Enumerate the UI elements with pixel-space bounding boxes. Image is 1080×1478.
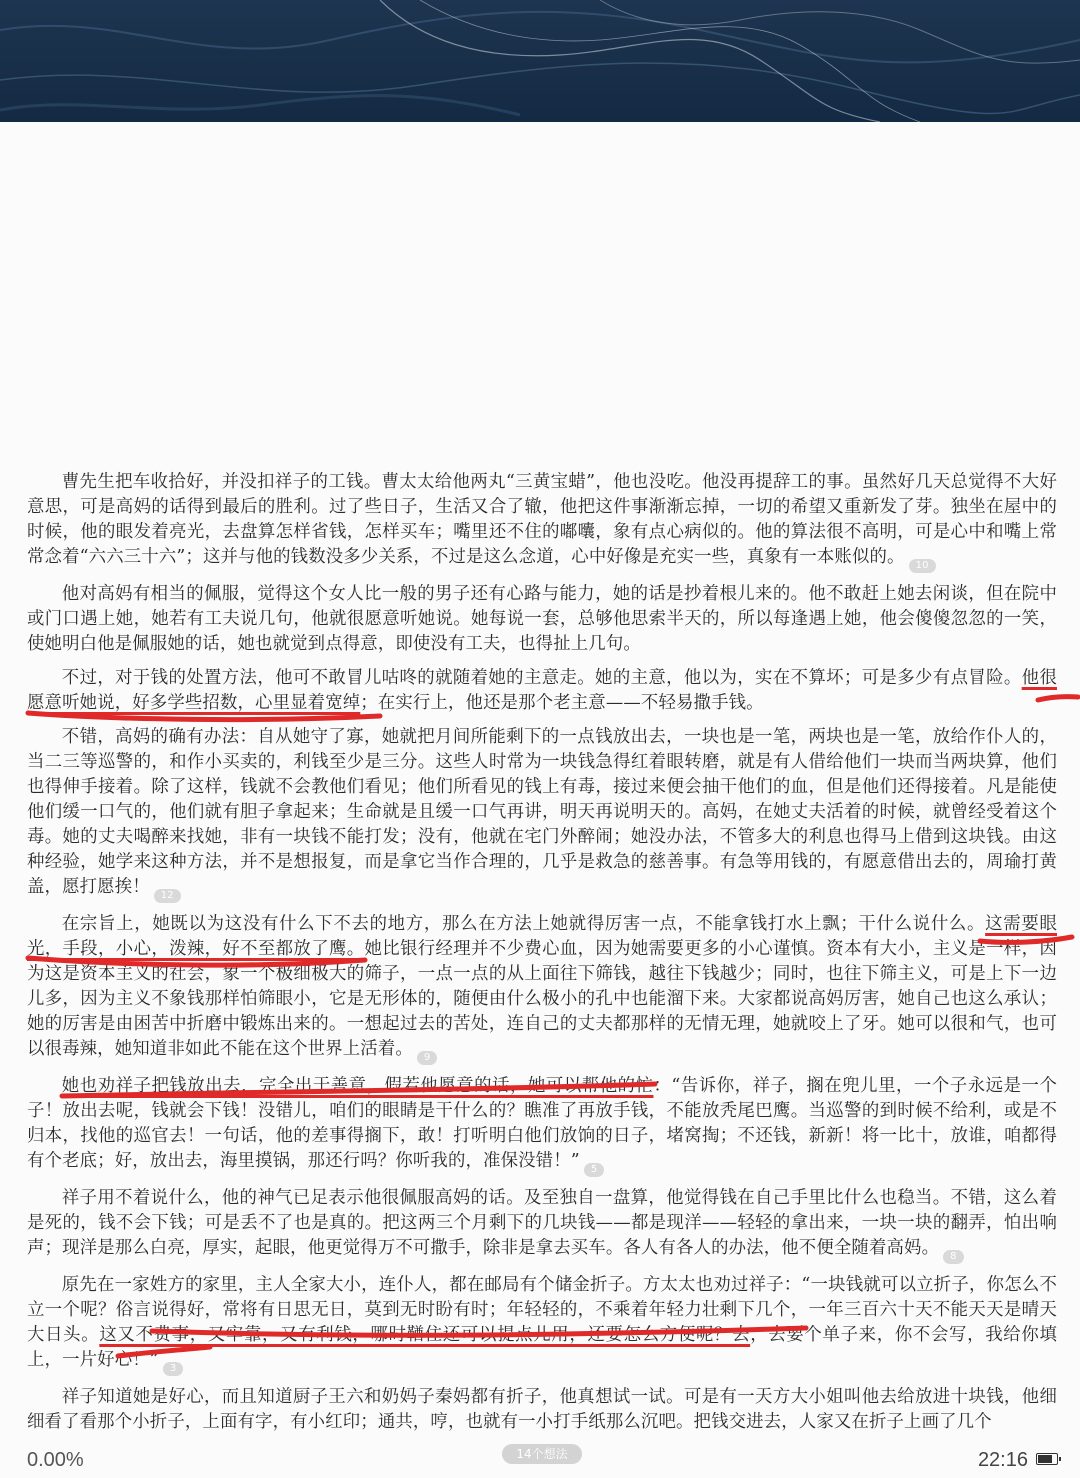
clock-time: 22:16 — [977, 1449, 1028, 1471]
paragraph-text: 她比银行经理并不少费心血，因为她需要更多的小心谨慎。资本有大小，主义是一样，因为这是资本主义的社会，象一个极细极大的筛子，一点一点的从上面往下筛钱，越往下钱越少；同时，也往下筛主义，可是上下一边儿多，因为主义不象钱那样怕筛眼小，它是无形体的，随便由什么极小的孔中也能溜下来。大家都说高妈厉害，她自己也这么承认；她的厉害是由困苦中折磨中锻炼出来的。一想起过去的苦处，连自己的丈夫都那样的无情无理，她就咬上了牙。她可以很和气，也可以很毒辣，她知道非如此不能在这个世界上活着。 — [27, 939, 1057, 1059]
book-text-area — [27, 470, 1057, 1444]
paragraph — [27, 582, 1057, 657]
paragraph-text: 原先在一家姓方的家里，主人全家大小，连仆人，都在邮局有个储金折子。方太太也劝过祥子：“一块钱就可以立折子，你怎么不立一个呢？俗言说得好，常将有日思无日，莫到无时盼有时；年轻轻的，不乘着年轻力壮剩下几个，一年三百六十天不能天天是晴天大日头。 — [27, 1275, 1057, 1345]
paragraph-text: 不过，对于钱的处置方法，他可不敢冒儿咕咚的就随着她的主意走。她的主意，他以为，实在不算坏；可是多少有点冒险。 — [61, 668, 1022, 688]
comment-count-badge[interactable]: 5 — [584, 1163, 605, 1177]
paragraph-text: ，去要个单子来，你不会写，我给你填上，一片好心！” — [27, 1325, 1057, 1370]
battery-icon — [1036, 1453, 1058, 1465]
comment-count-badge[interactable]: 10 — [909, 559, 936, 573]
underlined-passage[interactable]: 这又不费事，又牢靠，又有利钱，哪时鞧住还可以提点儿用，还要怎么方便呢？去 — [99, 1325, 751, 1345]
reading-progress: 0.00% — [27, 1449, 84, 1471]
comment-count-badge[interactable]: 12 — [154, 889, 181, 903]
paragraph-text: ；在实行上，他还是那个老主意——不轻易撒手钱。 — [360, 693, 764, 713]
paragraph — [27, 1385, 1057, 1435]
paragraph — [27, 912, 1057, 1065]
comment-count-badge[interactable]: 3 — [163, 1362, 184, 1376]
comment-count-badge[interactable]: 9 — [417, 1051, 438, 1065]
paragraph — [27, 470, 1057, 573]
paragraph — [27, 1186, 1057, 1264]
thoughts-count-pill[interactable]: 14个想法 — [502, 1444, 582, 1464]
paragraph-text: 他对高妈有相当的佩服，觉得这个女人比一般的男子还有心路与能力，她的话是抄着根儿来的。他不敢赶上她去闲谈，但在院中或门口遇上她，她若有工夫说几句，他就很愿意听她说。她每说一套，总够他思索半天的，所以每逢遇上她，他会傻傻忽忽的一笑，使她明白他是佩服她的话，她也就觉到点得意，即使没有工夫，也得扯上几句。 — [27, 584, 1057, 654]
paragraph-text: 祥子知道她是好心，而且知道厨子王六和奶妈子秦妈都有折子，他真想试一试。可是有一天方大小姐叫他去给放进十块钱，他细细看了看那个小折子，上面有字，有小红印；通共，哼，也就有一小打手纸那么沉吧。把钱交进去，人家又在折子上画了几个 — [27, 1387, 1057, 1432]
underlined-passage[interactable]: 他很愿意听她说，好多学些招数，心里显着宽绰 — [27, 668, 1057, 713]
paragraph-text: 在宗旨上，她既以为这没有什么下不去的地方，那么在方法上她就得厉害一点，不能拿钱打水上飘；干什么说什么。 — [61, 914, 986, 934]
decorative-header-image — [0, 0, 1080, 122]
paragraph-text: 祥子用不着说什么，他的神气已足表示他很佩服高妈的话。及至独自一盘算，他觉得钱在自己手里比什么也稳当。不错，这么着是死的，钱不会下钱；可是丢不了也是真的。把这两三个月剩下的几块钱——都是现洋——轻轻的拿出来，一块一块的翻弄，怕出响声；现洋是那么白亮，厚实，起眼，他更觉得万不可撒手，除非是拿去买车。各人有各人的办法，他不便全随着高妈。 — [27, 1188, 1057, 1258]
paragraph — [27, 725, 1057, 903]
paragraph — [27, 1273, 1057, 1376]
underlined-passage[interactable]: 她也劝祥子把钱放出去，完全出于善意，假若他愿意的话，她可以帮他的忙 — [61, 1076, 654, 1096]
paragraph — [27, 1074, 1057, 1177]
paragraph-text: 不错，高妈的确有办法：自从她守了寡，她就把月间所能剩下的一点钱放出去，一块也是一笔，两块也是一笔，放给作仆人的，当二三等巡警的，和作小买卖的，利钱至少是三分。这些人时常为一块钱急得红着眼转磨，就是有人借给他们一块而当两块算，他们也得伸手接着。除了这样，钱就不会教他们看见；他们所看见的钱上有毒，接过来便会抽干他们的血，但是他们还得接着。凡是能使他们缓一口气的，他们就有胆子拿起来；生命就是且缓一口气再讲，明天再说明天的。高妈，在她丈夫活着的时候，就曾经受着这个毒。她的丈夫喝醉来找她，非有一块钱不能打发；没有，他就在宅门外醉闹；她没办法，不管多大的利息也得马上借到这块钱。由这种经验，她学来这种方法，并不是想报复，而是拿它当作合理的，几乎是救急的慈善事。有急等用钱的，有愿意借出去的，周瑜打黄盖，愿打愿挨！ — [27, 727, 1057, 897]
paragraph-text: ：“告诉你，祥子，搁在兜儿里，一个子永远是一个子！放出去呢，钱就会下钱！没错儿，咱们的眼睛是干什么的？瞧准了再放手钱，不能放秃尾巴鹰。当巡警的到时候不给利，或是不归本，找他的巡官去！一句话，他的差事得搁下，敢！打听明白他们放饷的日子，堵窝掏；不还钱，新新！将一比十，放谁，咱都得有个老底；好，放出去，海里摸锅，那还行吗？你听我的，准保没错！” — [27, 1076, 1057, 1171]
paragraph-text: 曹先生把车收拾好，并没扣祥子的工钱。曹太太给他两丸“三黄宝蜡”，他也没吃。他没再提辞工的事。虽然好几天总觉得不大好意思，可是高妈的话得到最后的胜利。过了些日子，生活又合了辙，他把这件事渐渐忘掉，一切的希望又重新发了芽。独坐在屋中的时候，他的眼发着亮光，去盘算怎样省钱，怎样买车；嘴里还不住的嘟囔，象有点心病似的。他的算法很不高明，可是心中和嘴上常常念着“六六三十六”；这并与他的钱数没多少关系，不过是这么念道，心中好像是充实一些，真象有一本账似的。 — [27, 472, 1057, 567]
comment-count-badge[interactable]: 8 — [943, 1250, 964, 1264]
paragraph — [27, 666, 1057, 716]
underlined-passage[interactable]: 这需要眼光，手段，小心，泼辣，好不至都放了鹰。 — [27, 914, 1057, 959]
